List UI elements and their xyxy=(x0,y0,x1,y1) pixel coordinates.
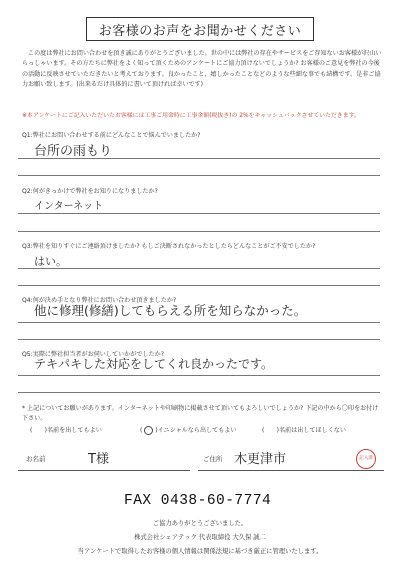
option-paren: ( xyxy=(140,427,145,434)
answer-line xyxy=(18,213,380,214)
stamp-text: 記入済 xyxy=(359,456,373,461)
answer-line xyxy=(18,268,380,269)
completed-stamp xyxy=(356,449,376,469)
option-paren: ( ) xyxy=(30,427,47,434)
publication-consent-text: * 上記についてお願いがあります。インターネットや印刷物に掲載させて頂いてもよろしいでしょうか? 下記の中から〇印をお付け下さい。 xyxy=(22,405,379,422)
question-3-answer: はい。 xyxy=(34,255,67,268)
fax-number: FAX 0438-60-7774 xyxy=(124,493,272,509)
question-5-answer: テキパキした対応をしてくれ良かったです。 xyxy=(34,357,274,371)
thanks-text: ご協力ありがとうございました。 xyxy=(152,520,248,527)
address-label: ご住所 xyxy=(203,455,223,463)
answer-line xyxy=(18,322,380,323)
selected-circle-mark xyxy=(144,426,153,435)
question-1-label: Q1:弊社にお問い合わせする前にどんなことで悩んでいましたか? xyxy=(22,132,201,139)
address-underline xyxy=(198,470,384,471)
option-name-ok[interactable] xyxy=(30,425,102,434)
company-signature: 株式会社シェアテック 代表取締役 大久保 誠二 xyxy=(134,534,266,541)
option-name-ng-label: 名前は出してほしくない xyxy=(278,427,346,434)
answer-line xyxy=(18,175,380,176)
page-title: お客様のお声をお聞かせください xyxy=(86,17,314,41)
question-4-label: Q4:何が決め手となり弊社にお問い合わせ頂きましたか? xyxy=(22,297,177,304)
question-2-answer: インターネット xyxy=(34,201,104,212)
name-underline xyxy=(18,470,190,471)
name-label: お名前 xyxy=(26,455,46,463)
answer-line xyxy=(18,339,380,340)
option-initial-ok[interactable] xyxy=(140,425,237,435)
option-name-ok-label: 名前を出してもよい xyxy=(46,427,102,434)
name-address-row xyxy=(18,445,384,471)
option-paren: ) xyxy=(153,427,158,434)
question-4-answer: 他に修理(修繕)してもらえる所を知らなかった。 xyxy=(34,303,307,318)
answer-line xyxy=(18,231,380,232)
option-paren: ( ) xyxy=(262,427,279,434)
answer-line xyxy=(18,285,380,286)
question-1-answer: 台所の雨もり xyxy=(34,144,113,159)
privacy-notice: 当アンケートで取得したお客様の個人情報は関係法規に基づき厳正に管理いたします。 xyxy=(77,548,323,555)
question-2-label: Q2:何がきっかけで弊社をお知りになりましたか? xyxy=(22,188,158,195)
option-initial-ok-label: イニシャルなら出してもよい xyxy=(157,427,237,434)
answer-line xyxy=(18,375,380,376)
question-3-label: Q3:弊社を知りすぐにご連絡頂けましたか? もしご決断されなかったとしたらどんなことがご不安でしたか? xyxy=(22,243,316,250)
cashback-notice: ※本アンケートにご記入いただいたお客様には工事ご用命時に工事金額(税抜き)の 2%をキャッシュバックさせていただきます。 xyxy=(22,113,360,119)
question-5-label: Q5:実際に弊社担当者がお伺いしていかがでしたか? xyxy=(22,351,164,358)
intro-text: この度は弊社にお問い合わせを頂き誠にありがとうございました。世の中には弊社の存在やサービスをご存知ないお客様が沢山いらっしゃいます。その方たちに弊社をよく知って頂くためのアンケートにご協力頂けないでしょうか? お客様のご意見を弊社の今後の活動に反映させていただきたいと考えております。良かったこと、嬉しかったことなどのような些細な事でも結構です。是非ご協力お願い致します。(出来るだけ具体的に書いて頂ければ幸いです) xyxy=(22,50,382,88)
address-value: 木更津市 xyxy=(234,452,287,467)
name-value: T様 xyxy=(88,452,109,467)
answer-line xyxy=(18,158,380,159)
option-name-ng[interactable] xyxy=(262,425,346,434)
answer-line xyxy=(18,392,380,393)
